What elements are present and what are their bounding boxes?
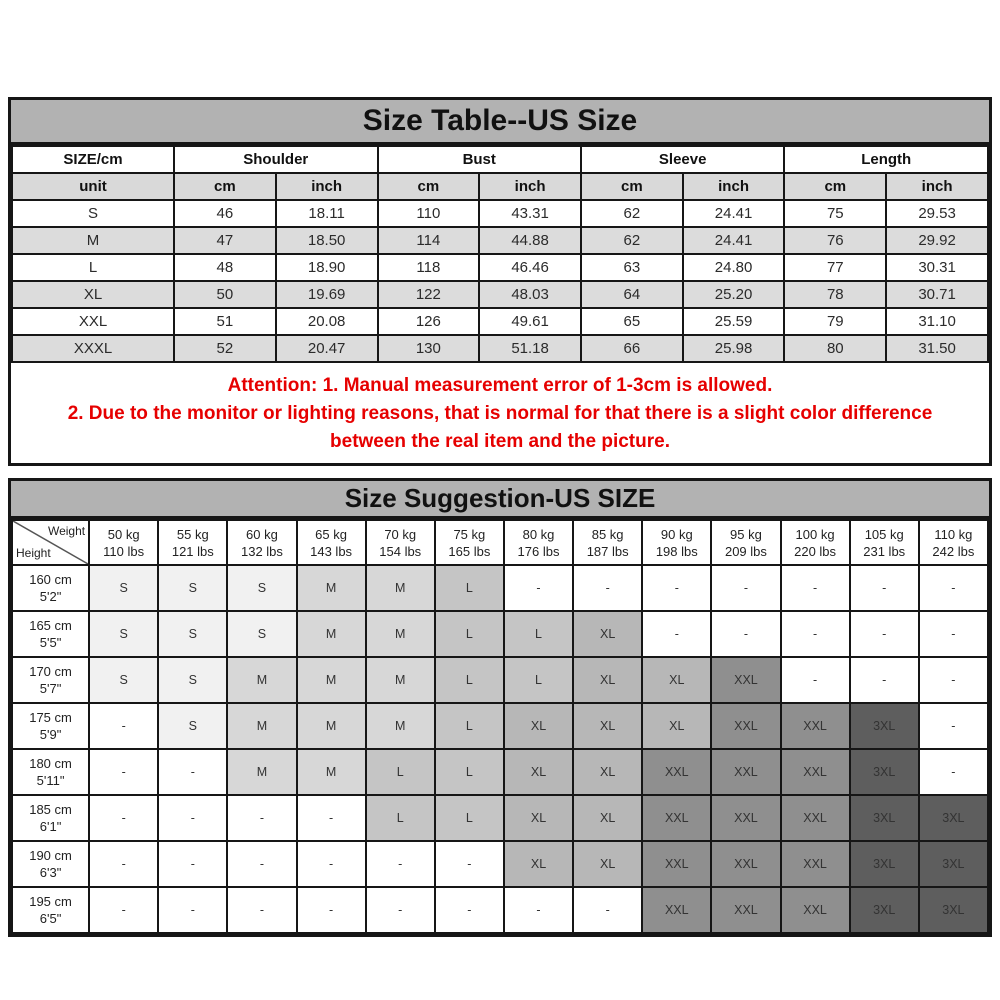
suggested-size-cell: XL — [573, 749, 642, 795]
suggested-size-cell: L — [504, 611, 573, 657]
suggested-size-cell: L — [435, 703, 504, 749]
height-header-cell — [12, 703, 89, 749]
measurement-value-cell: 46 — [174, 200, 276, 227]
height-cm-label: 190 cm — [29, 848, 72, 863]
measurement-value-cell: 25.98 — [683, 335, 785, 362]
weight-header-cell-8 — [642, 520, 711, 565]
unit-header-cell-5: inch — [683, 173, 785, 200]
height-cm-label: 160 cm — [29, 572, 72, 587]
empty-size-cell: - — [781, 565, 850, 611]
measurement-value-cell: 25.59 — [683, 308, 785, 335]
suggested-size-cell: XL — [504, 703, 573, 749]
measurement-value-cell: 30.31 — [886, 254, 988, 281]
empty-size-cell: - — [919, 749, 988, 795]
size-label-cell: M — [12, 227, 174, 254]
corner-weight-label: Weight — [47, 524, 86, 538]
weight-header-cell-12 — [919, 520, 988, 565]
suggested-size-cell: XL — [642, 657, 711, 703]
suggested-size-cell: 3XL — [850, 887, 919, 933]
suggestion-row-195cm — [12, 887, 988, 933]
weight-lbs-label: 198 lbs — [655, 543, 698, 559]
suggested-size-cell: M — [366, 703, 435, 749]
height-cm-label: 185 cm — [29, 802, 72, 817]
size-row-xxxl — [12, 335, 988, 362]
weight-header-cell-9 — [711, 520, 780, 565]
empty-size-cell: - — [919, 703, 988, 749]
unit-header-cell-7: inch — [886, 173, 988, 200]
weight-lbs-label: 220 lbs — [794, 543, 837, 559]
unit-label-cell: unit — [12, 173, 174, 200]
measurement-value-cell: 51.18 — [479, 335, 581, 362]
measurement-value-cell: 44.88 — [479, 227, 581, 254]
corner-height-label: Height — [16, 546, 51, 560]
suggested-size-cell: XXL — [781, 841, 850, 887]
suggested-size-cell: M — [297, 611, 366, 657]
weight-lbs-label: 110 lbs — [103, 543, 145, 559]
height-ft-label: 5'11" — [36, 773, 65, 788]
size-table — [11, 145, 989, 363]
measurement-value-cell: 46.46 — [479, 254, 581, 281]
height-cm-label: 175 cm — [29, 710, 72, 725]
suggested-size-cell: M — [297, 703, 366, 749]
empty-size-cell: - — [158, 841, 227, 887]
suggested-size-cell: S — [89, 611, 158, 657]
measurement-value-cell: 20.08 — [276, 308, 378, 335]
measurement-value-cell: 76 — [784, 227, 886, 254]
weight-kg-label: 65 kg — [315, 526, 347, 542]
measurement-value-cell: 62 — [581, 200, 683, 227]
size-table-title: Size Table--US Size — [11, 100, 989, 145]
weight-lbs-label: 209 lbs — [724, 543, 767, 559]
empty-size-cell: - — [573, 565, 642, 611]
suggested-size-cell: XXL — [781, 887, 850, 933]
weight-lbs-label: 132 lbs — [240, 543, 283, 559]
empty-size-cell: - — [158, 749, 227, 795]
height-header-cell — [12, 657, 89, 703]
suggested-size-cell: XL — [573, 657, 642, 703]
measurement-value-cell: 110 — [378, 200, 480, 227]
size-row-l — [12, 254, 988, 281]
suggested-size-cell: 3XL — [850, 749, 919, 795]
weight-lbs-label: 176 lbs — [517, 543, 560, 559]
suggested-size-cell: XXL — [642, 841, 711, 887]
weight-lbs-label: 231 lbs — [863, 543, 906, 559]
weight-header-cell-7 — [573, 520, 642, 565]
empty-size-cell: - — [297, 841, 366, 887]
suggested-size-cell: S — [158, 703, 227, 749]
suggested-size-cell: S — [89, 657, 158, 703]
empty-size-cell: - — [573, 887, 642, 933]
measurement-value-cell: 29.92 — [886, 227, 988, 254]
weight-lbs-label: 187 lbs — [586, 543, 629, 559]
measurement-value-cell: 43.31 — [479, 200, 581, 227]
suggestion-row-185cm — [12, 795, 988, 841]
measurement-value-cell: 31.50 — [886, 335, 988, 362]
weight-header-cell-4 — [366, 520, 435, 565]
empty-size-cell: - — [919, 657, 988, 703]
suggested-size-cell: L — [435, 795, 504, 841]
measurement-value-cell: 75 — [784, 200, 886, 227]
weight-header-cell-1 — [158, 520, 227, 565]
empty-size-cell: - — [781, 611, 850, 657]
measurement-value-cell: 49.61 — [479, 308, 581, 335]
suggested-size-cell: XL — [504, 795, 573, 841]
suggested-size-cell: XL — [504, 841, 573, 887]
height-ft-label: 6'5" — [39, 911, 62, 926]
size-table-body — [12, 146, 988, 362]
attention-line-2: 2. Due to the monitor or lighting reasons, that is normal for that there is a slight color difference — [67, 403, 933, 424]
weight-kg-label: 85 kg — [591, 526, 624, 542]
height-header-cell — [12, 611, 89, 657]
empty-size-cell: - — [158, 887, 227, 933]
empty-size-cell: - — [711, 565, 780, 611]
height-header-cell — [12, 749, 89, 795]
weight-header-cell-6 — [504, 520, 573, 565]
empty-size-cell: - — [89, 795, 158, 841]
size-label-cell: L — [12, 254, 174, 281]
measurement-value-cell: 122 — [378, 281, 480, 308]
size-suggestion-title: Size Suggestion-US SIZE — [11, 481, 989, 519]
group-header-cell-bust: Bust — [378, 146, 581, 173]
weight-kg-label: 55 kg — [176, 526, 209, 542]
size-label-cell: XXXL — [12, 335, 174, 362]
measurement-value-cell: 52 — [174, 335, 276, 362]
suggested-size-cell: M — [227, 749, 296, 795]
unit-header-cell-6: cm — [784, 173, 886, 200]
suggested-size-cell: XXL — [781, 749, 850, 795]
attention-line-1: Attention: 1. Manual measurement error of 1-3cm is allowed. — [227, 375, 773, 396]
suggested-size-cell: L — [504, 657, 573, 703]
height-header-cell — [12, 795, 89, 841]
suggested-size-cell: M — [227, 657, 296, 703]
height-ft-label: 5'7" — [39, 681, 62, 696]
suggested-size-cell: XXL — [711, 795, 780, 841]
measurement-value-cell: 63 — [581, 254, 683, 281]
measurement-value-cell: 18.90 — [276, 254, 378, 281]
suggested-size-cell: XL — [573, 611, 642, 657]
height-header-cell — [12, 887, 89, 933]
measurement-value-cell: 66 — [581, 335, 683, 362]
measurement-value-cell: 48 — [174, 254, 276, 281]
size-label-cell: S — [12, 200, 174, 227]
empty-size-cell: - — [227, 841, 296, 887]
weight-kg-label: 110 kg — [934, 526, 973, 542]
empty-size-cell: - — [89, 749, 158, 795]
size-table-group-header-row — [12, 146, 988, 173]
size-suggestion-body — [12, 520, 988, 933]
height-cm-label: 165 cm — [29, 618, 72, 633]
suggested-size-cell: S — [227, 611, 296, 657]
empty-size-cell: - — [227, 795, 296, 841]
weight-kg-label: 70 kg — [384, 526, 417, 542]
group-header-cell-shoulder: Shoulder — [174, 146, 377, 173]
suggested-size-cell: XL — [504, 749, 573, 795]
measurement-value-cell: 24.80 — [683, 254, 785, 281]
unit-header-cell-2: cm — [378, 173, 480, 200]
suggested-size-cell: L — [366, 795, 435, 841]
suggestion-row-190cm — [12, 841, 988, 887]
weight-header-cell-3 — [297, 520, 366, 565]
weight-kg-label: 80 kg — [522, 526, 555, 542]
empty-size-cell: - — [711, 611, 780, 657]
weight-kg-label: 50 kg — [107, 526, 140, 542]
suggested-size-cell: XL — [573, 703, 642, 749]
suggestion-row-175cm — [12, 703, 988, 749]
suggested-size-cell: XXL — [711, 657, 780, 703]
weight-header-cell-0 — [89, 520, 158, 565]
measurement-value-cell: 78 — [784, 281, 886, 308]
empty-size-cell: - — [158, 795, 227, 841]
suggested-size-cell: S — [227, 565, 296, 611]
measurement-value-cell: 50 — [174, 281, 276, 308]
suggested-size-cell: XXL — [711, 703, 780, 749]
weight-kg-label: 60 kg — [246, 526, 278, 542]
weight-kg-label: 75 kg — [453, 526, 486, 542]
suggested-size-cell: 3XL — [919, 887, 988, 933]
unit-header-cell-3: inch — [479, 173, 581, 200]
suggested-size-cell: 3XL — [850, 795, 919, 841]
empty-size-cell: - — [919, 611, 988, 657]
empty-size-cell: - — [89, 841, 158, 887]
measurement-value-cell: 51 — [174, 308, 276, 335]
measurement-value-cell: 126 — [378, 308, 480, 335]
measurement-value-cell: 77 — [784, 254, 886, 281]
measurement-value-cell: 30.71 — [886, 281, 988, 308]
measurement-value-cell: 80 — [784, 335, 886, 362]
empty-size-cell: - — [227, 887, 296, 933]
measurement-value-cell: 79 — [784, 308, 886, 335]
empty-size-cell: - — [850, 657, 919, 703]
height-header-cell — [12, 565, 89, 611]
size-row-xl — [12, 281, 988, 308]
suggested-size-cell: L — [435, 749, 504, 795]
measurement-value-cell: 20.47 — [276, 335, 378, 362]
weight-header-cell-11 — [850, 520, 919, 565]
suggested-size-cell: M — [297, 565, 366, 611]
suggested-size-cell: M — [366, 657, 435, 703]
weight-height-corner-cell — [12, 520, 89, 565]
measurement-value-cell: 47 — [174, 227, 276, 254]
height-cm-label: 195 cm — [29, 894, 72, 909]
measurement-value-cell: 64 — [581, 281, 683, 308]
suggested-size-cell: XXL — [642, 749, 711, 795]
size-label-cell: XL — [12, 281, 174, 308]
weight-header-row — [12, 520, 988, 565]
height-ft-label: 6'3" — [39, 865, 62, 880]
size-row-m — [12, 227, 988, 254]
height-ft-label: 5'2" — [39, 589, 62, 604]
size-col-header-cell: SIZE/cm — [12, 146, 174, 173]
weight-header-cell-5 — [435, 520, 504, 565]
empty-size-cell: - — [850, 565, 919, 611]
measurement-value-cell: 25.20 — [683, 281, 785, 308]
suggested-size-cell: XXL — [711, 749, 780, 795]
measurement-value-cell: 48.03 — [479, 281, 581, 308]
unit-header-cell-4: cm — [581, 173, 683, 200]
suggested-size-cell: XXL — [711, 841, 780, 887]
suggested-size-cell: 3XL — [919, 795, 988, 841]
suggested-size-cell: L — [435, 611, 504, 657]
suggested-size-cell: 3XL — [919, 841, 988, 887]
suggested-size-cell: S — [158, 611, 227, 657]
group-header-cell-sleeve: Sleeve — [581, 146, 784, 173]
measurement-value-cell: 18.11 — [276, 200, 378, 227]
empty-size-cell: - — [919, 565, 988, 611]
suggested-size-cell: L — [435, 565, 504, 611]
attention-note — [11, 363, 989, 463]
suggested-size-cell: M — [297, 749, 366, 795]
empty-size-cell: - — [297, 795, 366, 841]
suggested-size-cell: L — [366, 749, 435, 795]
empty-size-cell: - — [850, 611, 919, 657]
height-ft-label: 5'9" — [39, 727, 62, 742]
weight-kg-label: 90 kg — [660, 526, 693, 542]
size-row-xxl — [12, 308, 988, 335]
size-table-section — [8, 97, 992, 466]
suggested-size-cell: 3XL — [850, 703, 919, 749]
measurement-value-cell: 24.41 — [683, 200, 785, 227]
measurement-value-cell: 118 — [378, 254, 480, 281]
empty-size-cell: - — [781, 657, 850, 703]
group-header-cell-length: Length — [784, 146, 988, 173]
weight-lbs-label: 165 lbs — [448, 543, 491, 559]
measurement-value-cell: 18.50 — [276, 227, 378, 254]
suggestion-row-160cm — [12, 565, 988, 611]
weight-header-cell-10 — [781, 520, 850, 565]
empty-size-cell: - — [504, 887, 573, 933]
empty-size-cell: - — [366, 841, 435, 887]
suggested-size-cell: XL — [573, 795, 642, 841]
measurement-value-cell: 24.41 — [683, 227, 785, 254]
empty-size-cell: - — [642, 565, 711, 611]
measurement-value-cell: 29.53 — [886, 200, 988, 227]
suggested-size-cell: M — [366, 565, 435, 611]
suggested-size-cell: S — [158, 565, 227, 611]
size-table-unit-row — [12, 173, 988, 200]
measurement-value-cell: 130 — [378, 335, 480, 362]
height-ft-label: 6'1" — [39, 819, 62, 834]
measurement-value-cell: 31.10 — [886, 308, 988, 335]
weight-lbs-label: 242 lbs — [932, 543, 975, 559]
suggestion-row-170cm — [12, 657, 988, 703]
measurement-value-cell: 62 — [581, 227, 683, 254]
weight-kg-label: 95 kg — [730, 526, 762, 542]
weight-kg-label: 100 kg — [795, 526, 835, 542]
height-cm-label: 180 cm — [29, 756, 72, 771]
weight-kg-label: 105 kg — [864, 526, 904, 542]
attention-line-3: between the real item and the picture. — [330, 431, 670, 452]
empty-size-cell: - — [435, 887, 504, 933]
weight-header-cell-2 — [227, 520, 296, 565]
suggested-size-cell: XXL — [642, 795, 711, 841]
unit-header-cell-1: inch — [276, 173, 378, 200]
empty-size-cell: - — [89, 703, 158, 749]
suggested-size-cell: S — [158, 657, 227, 703]
size-row-s — [12, 200, 988, 227]
suggested-size-cell: L — [435, 657, 504, 703]
size-suggestion-section — [8, 478, 992, 937]
suggestion-row-180cm — [12, 749, 988, 795]
measurement-value-cell: 114 — [378, 227, 480, 254]
height-ft-label: 5'5" — [39, 635, 62, 650]
empty-size-cell: - — [642, 611, 711, 657]
unit-header-cell-0: cm — [174, 173, 276, 200]
suggested-size-cell: XXL — [642, 887, 711, 933]
height-header-cell — [12, 841, 89, 887]
empty-size-cell: - — [435, 841, 504, 887]
measurement-value-cell: 65 — [581, 308, 683, 335]
empty-size-cell: - — [504, 565, 573, 611]
suggested-size-cell: XXL — [781, 795, 850, 841]
suggested-size-cell: 3XL — [850, 841, 919, 887]
suggested-size-cell: M — [227, 703, 296, 749]
empty-size-cell: - — [297, 887, 366, 933]
suggested-size-cell: M — [297, 657, 366, 703]
suggested-size-cell: XL — [573, 841, 642, 887]
suggested-size-cell: XXL — [711, 887, 780, 933]
weight-lbs-label: 121 lbs — [171, 543, 214, 559]
size-label-cell: XXL — [12, 308, 174, 335]
measurement-value-cell: 19.69 — [276, 281, 378, 308]
suggestion-row-165cm — [12, 611, 988, 657]
weight-lbs-label: 154 lbs — [379, 543, 422, 559]
empty-size-cell: - — [366, 887, 435, 933]
empty-size-cell: - — [89, 887, 158, 933]
suggested-size-cell: S — [89, 565, 158, 611]
suggested-size-cell: XXL — [781, 703, 850, 749]
suggested-size-cell: M — [366, 611, 435, 657]
suggested-size-cell: XL — [642, 703, 711, 749]
height-cm-label: 170 cm — [29, 664, 72, 679]
size-suggestion-table — [11, 519, 989, 934]
weight-lbs-label: 143 lbs — [310, 543, 353, 559]
